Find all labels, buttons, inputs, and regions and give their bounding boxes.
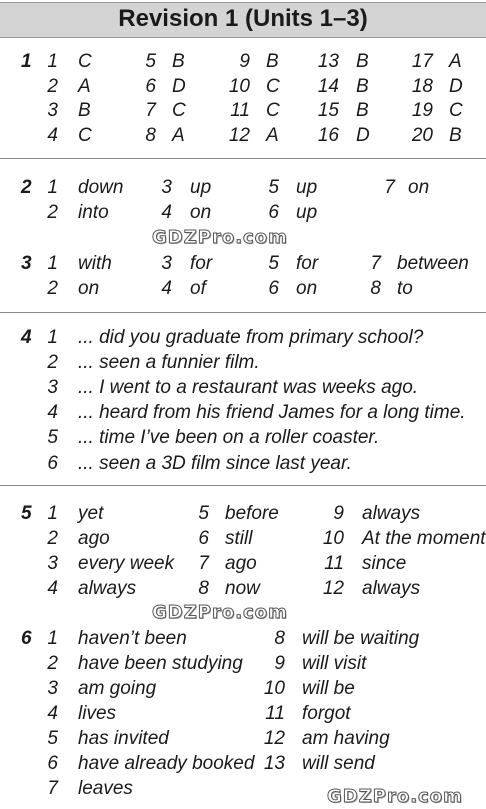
answer-text: will be waiting (302, 628, 420, 649)
divider (0, 485, 486, 486)
item-number: 12 (322, 578, 344, 599)
answer-text: still (225, 528, 253, 549)
item-number: 1 (47, 177, 58, 198)
answer-text: between (397, 253, 469, 274)
item-number: 5 (268, 253, 279, 274)
answer-text: will visit (302, 653, 367, 674)
item-number: 4 (47, 578, 58, 599)
answer-text: B (78, 100, 91, 121)
item-number: 9 (333, 503, 344, 524)
item-number: 7 (145, 100, 156, 121)
item-number: 6 (268, 278, 279, 299)
answer-text: haven’t been (78, 628, 187, 649)
answer-text: A (266, 125, 279, 146)
item-number: 9 (239, 51, 250, 72)
answer-text: up (296, 177, 318, 198)
answer-text: of (190, 278, 206, 299)
item-number: 8 (145, 125, 156, 146)
divider (0, 158, 486, 159)
answer-text: D (449, 76, 463, 97)
item-number: 1 (47, 628, 58, 649)
answer-text: lives (78, 703, 117, 724)
item-number: 4 (47, 125, 58, 146)
answer-text: on (190, 202, 212, 223)
item-number: 1 (47, 51, 58, 72)
answer-text: ... seen a funnier film. (78, 352, 260, 373)
item-number: 11 (324, 553, 344, 574)
answer-text: with (78, 253, 112, 274)
exercise-number: 5 (21, 503, 32, 524)
answer-text: for (296, 253, 319, 274)
answer-text: A (78, 76, 91, 97)
item-number: 5 (47, 427, 58, 448)
answer-text: C (78, 125, 92, 146)
item-number: 7 (198, 553, 209, 574)
answer-text: always (362, 503, 421, 524)
item-number: 3 (47, 678, 58, 699)
item-number: 1 (47, 327, 58, 348)
answer-text: C (266, 76, 280, 97)
answer-text: since (362, 553, 407, 574)
item-number: 2 (47, 352, 58, 373)
answer-text: C (78, 51, 92, 72)
answer-text: always (78, 578, 137, 599)
answer-text: D (356, 125, 370, 146)
item-number: 7 (370, 253, 381, 274)
item-number: 15 (317, 100, 339, 121)
item-number: 17 (411, 51, 433, 72)
answer-text: have been studying (78, 653, 243, 674)
item-number: 3 (47, 553, 58, 574)
watermark: GDZPro.com (327, 786, 463, 807)
item-number: 11 (265, 703, 285, 724)
item-number: 18 (411, 76, 433, 97)
answer-text: ... did you graduate from primary school? (78, 327, 424, 348)
item-number: 13 (317, 51, 339, 72)
answer-text: B (266, 51, 279, 72)
divider (0, 312, 486, 313)
item-number: 4 (161, 202, 172, 223)
item-number: 19 (411, 100, 433, 121)
item-number: 3 (47, 100, 58, 121)
answer-text: A (172, 125, 185, 146)
exercise-number: 2 (21, 177, 32, 198)
item-number: 2 (47, 76, 58, 97)
item-number: 3 (161, 177, 172, 198)
item-number: 16 (317, 125, 339, 146)
answer-text: ... I went to a restaurant was weeks ago. (78, 377, 419, 398)
item-number: 4 (47, 703, 58, 724)
item-number: 12 (228, 125, 250, 146)
answer-text: ago (225, 553, 257, 574)
item-number: 4 (47, 402, 58, 423)
answer-text: D (172, 76, 186, 97)
page-title: Revision 1 (Units 1–3) (118, 5, 368, 32)
answer-text: before (225, 503, 279, 524)
answer-text: C (266, 100, 280, 121)
item-number: 1 (47, 253, 58, 274)
exercise-number: 1 (21, 51, 32, 72)
item-number: 5 (145, 51, 156, 72)
item-number: 14 (317, 76, 339, 97)
answer-text: now (225, 578, 260, 599)
watermark: GDZPro.com (152, 227, 288, 248)
answer-text: C (449, 100, 463, 121)
answer-text: up (296, 202, 318, 223)
item-number: 7 (47, 778, 58, 799)
answer-text: C (172, 100, 186, 121)
answer-text: has invited (78, 728, 169, 749)
answer-text: B (356, 100, 369, 121)
item-number: 2 (47, 278, 58, 299)
answer-text: up (190, 177, 212, 198)
item-number: 1 (47, 503, 58, 524)
answer-text: ago (78, 528, 110, 549)
answer-text: forgot (302, 703, 351, 724)
answer-text: will send (302, 753, 375, 774)
answer-text: B (356, 51, 369, 72)
item-number: 10 (263, 678, 285, 699)
answer-text: yet (78, 503, 104, 524)
item-number: 3 (47, 377, 58, 398)
item-number: 12 (263, 728, 285, 749)
answer-text: ... time I’ve been on a roller coaster. (78, 427, 380, 448)
item-number: 6 (268, 202, 279, 223)
exercise-number: 4 (21, 327, 32, 348)
answer-text: am having (302, 728, 390, 749)
answer-text: ... seen a 3D film since last year. (78, 453, 352, 474)
exercise-number: 6 (21, 628, 32, 649)
answer-text: on (78, 278, 100, 299)
item-number: 2 (47, 202, 58, 223)
answer-text: have already booked (78, 753, 255, 774)
item-number: 6 (198, 528, 209, 549)
answer-text: on (296, 278, 318, 299)
item-number: 6 (47, 453, 58, 474)
item-number: 4 (161, 278, 172, 299)
answer-text: into (78, 202, 109, 223)
item-number: 6 (47, 753, 58, 774)
answer-text: down (78, 177, 124, 198)
item-number: 5 (47, 728, 58, 749)
item-number: 3 (161, 253, 172, 274)
item-number: 10 (322, 528, 344, 549)
answer-text: every week (78, 553, 175, 574)
watermark: GDZPro.com (152, 602, 288, 623)
item-number: 8 (198, 578, 209, 599)
answer-text: am going (78, 678, 157, 699)
answer-text: B (356, 76, 369, 97)
answer-text: At the moment (362, 528, 486, 549)
answer-text: leaves (78, 778, 133, 799)
exercise-number: 3 (21, 253, 32, 274)
answer-text: A (449, 51, 462, 72)
item-number: 5 (198, 503, 209, 524)
item-number: 6 (145, 76, 156, 97)
item-number: 11 (230, 100, 250, 121)
answer-text: ... heard from his friend James for a long time. (78, 402, 466, 423)
answer-text: for (190, 253, 213, 274)
item-number: 8 (370, 278, 381, 299)
item-number: 10 (228, 76, 250, 97)
answer-text: to (397, 278, 413, 299)
item-number: 2 (47, 653, 58, 674)
item-number: 20 (411, 125, 433, 146)
item-number: 9 (274, 653, 285, 674)
answer-text: will be (302, 678, 355, 699)
item-number: 2 (47, 528, 58, 549)
item-number: 13 (263, 753, 285, 774)
answer-text: B (172, 51, 185, 72)
answer-text: always (362, 578, 421, 599)
item-number: 7 (384, 177, 395, 198)
answer-text: on (408, 177, 430, 198)
answer-text: B (449, 125, 462, 146)
item-number: 5 (268, 177, 279, 198)
item-number: 8 (274, 628, 285, 649)
